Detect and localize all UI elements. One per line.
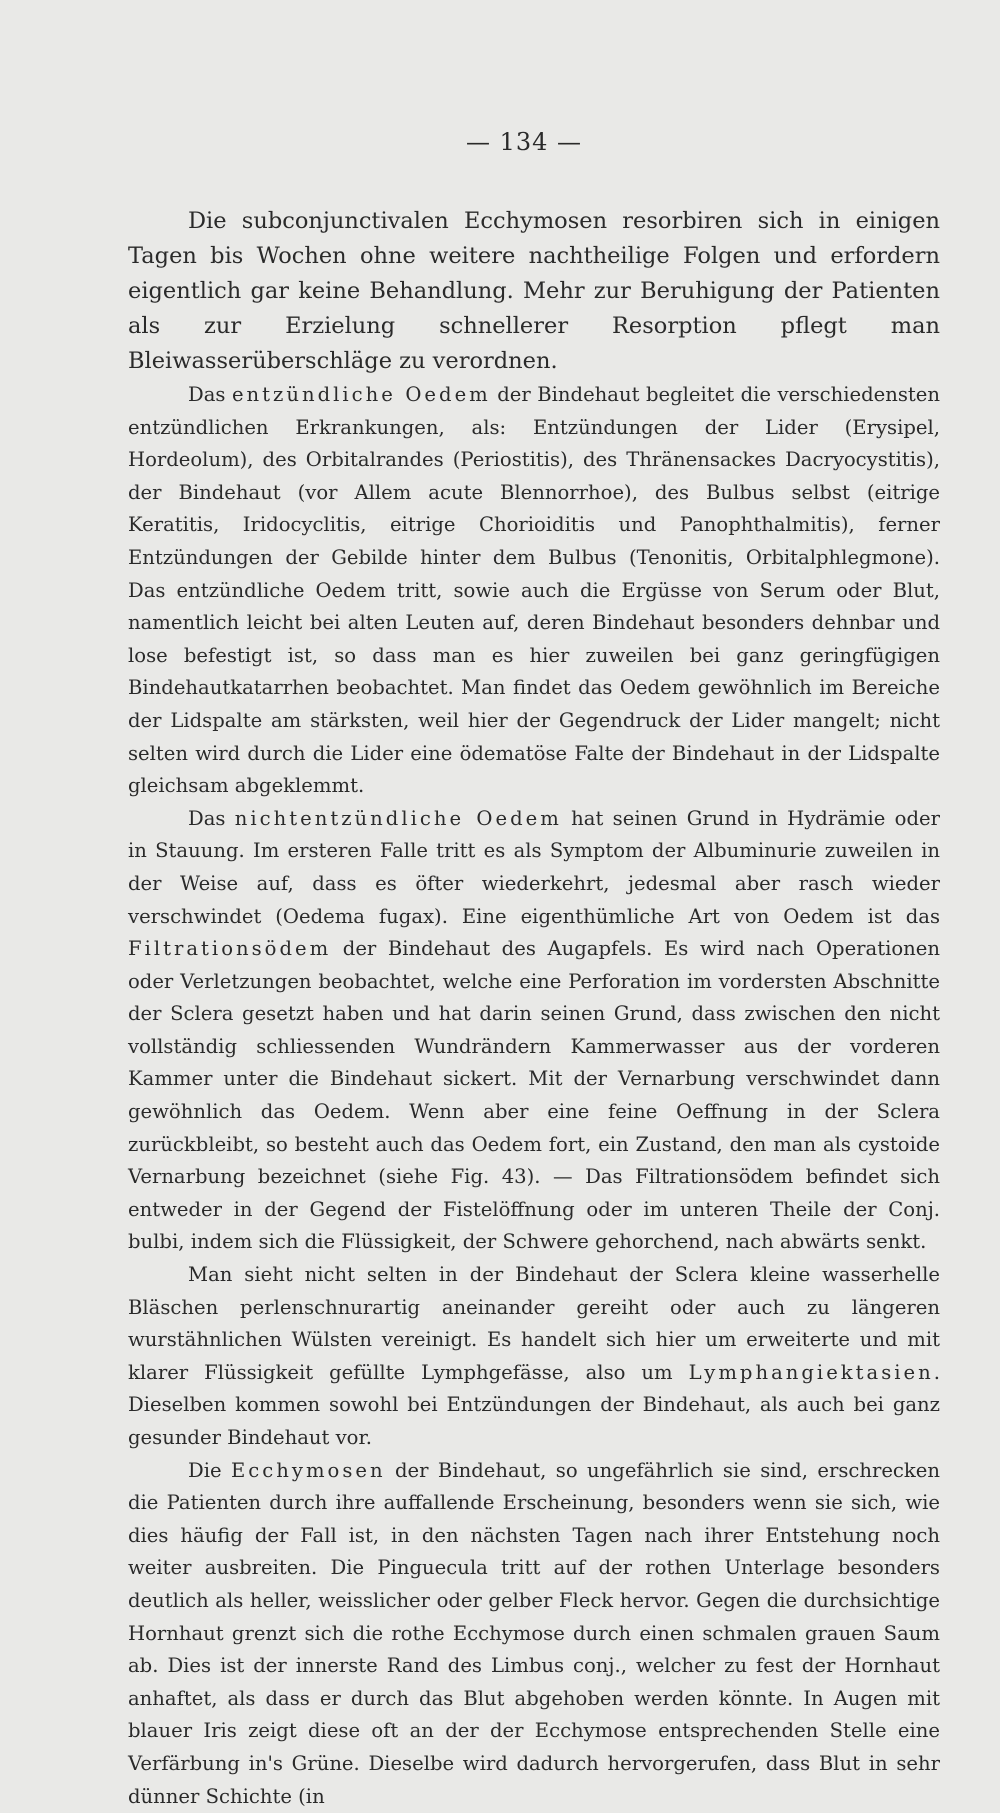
paragraph-inflammatory-oedema — [128, 379, 940, 803]
page-body — [128, 204, 940, 1813]
paragraph-lead: Das — [188, 383, 232, 406]
paragraph-lead: Das — [188, 806, 235, 830]
paragraph-body: der Bindehaut des Augapfels. Es wird nach Operationen oder Verletzungen beobachtet, welche eine Perforation im vordersten Abschnitte der Sclera gesetzt haben und hat darin seinen Grund, dass zwischen den nicht vollständig schliessenden Wundrändern Kammerwasser aus der vorderen Kammer unter die Bindehaut sickert. Mit der Vernarbung verschwindet dann gewöhnlich das Oedem. Wenn aber eine feine Oeffnung in der Sclera zurückbleibt, so besteht auch das Oedem fort, ein Zustand, den man als cystoide Vernarbung bezeichnet (siehe Fig. 43). — Das Filtrationsödem befindet sich entweder in der Gegend der Fistelöffnung oder im unteren Theile der Conj. bulbi, indem sich die Flüssigkeit, der Schwere gehorchend, nach abwärts senkt. — [128, 937, 940, 1254]
paragraph-body: . Dieselben kommen sowohl bei Entzündungen der Bindehaut, als auch bei ganz gesunder Bindehaut vor. — [128, 1360, 940, 1449]
paragraph-lead: Die — [188, 1458, 231, 1482]
spaced-term: entzündliche Oedem — [231, 383, 491, 406]
spaced-term: nichtentzündliche Oedem — [234, 806, 562, 830]
spaced-term: Lymphangiektasien — [688, 1360, 934, 1384]
paragraph-noninflammatory-oedema — [128, 803, 940, 1259]
paragraph-ecchymoses — [128, 1455, 940, 1813]
paragraph-body: der Bindehaut begleitet die verschiedensten entzündlichen Erkrankungen, als: Entzündungen der Lider (Erysipel, Hordeolum), des Orbitalrandes (Periostitis), des Thränensackes Dacryocystitis), der Bindehaut (vor Allem acute Blennorrhoe), des Bulbus selbst (eitrige Keratitis, Iridocyclitis, eitrige Chorioiditis und Panophthalmitis), ferner Entzündungen der Gebilde hinter dem Bulbus (Tenonitis, Orbitalphlegmone). Das entzündliche Oedem tritt, sowie auch die Ergüsse von Serum oder Blut, namentlich leicht bei alten Leuten auf, deren Bindehaut besonders dehnbar und lose befestigt ist, so dass man es hier zuweilen bei ganz geringfügigen Bindehautkatarrhen beobachtet. Man findet das Oedem gewöhnlich im Bereiche der Lidspalte am stärksten, weil hier der Gegendruck der Lider mangelt; nicht selten wird durch die Lider eine ödematöse Falte der Bindehaut in der Lidspalte gleichsam abgeklemmt. — [128, 383, 940, 798]
page-number: — 134 — — [465, 128, 583, 156]
paragraph-lymphangiectasia — [128, 1259, 940, 1455]
paragraph-body: Man sieht nicht selten in der Bindehaut der Sclera kleine wasserhelle Bläschen perlenschnurartig aneinander gereiht oder auch zu längeren wurstähnlichen Wülsten vereinigt. Es handelt sich hier um erweiterte und mit klarer Flüssigkeit gefüllte Lymphgefässe, also um — [128, 1263, 940, 1384]
intro-paragraph: Die subconjunctivalen Ecchymosen resorbiren sich in einigen Tagen bis Wochen ohne weitere nachtheilige Folgen und erfordern eigentlich gar keine Behandlung. Mehr zur Beruhigung der Patienten als zur Erzielung schnellerer Resorption pflegt man Bleiwasserüberschläge zu verordnen. — [128, 208, 940, 374]
spaced-term: Ecchymosen — [231, 1458, 386, 1482]
spaced-term: Filtrationsödem — [128, 937, 332, 961]
paragraph-body: der Bindehaut, so ungefährlich sie sind, erschrecken die Patienten durch ihre auffallende Erscheinung, besonders wenn sie sich, wie dies häufig der Fall ist, in den nächsten Tagen nach ihrer Entstehung noch weiter ausbreiten. Die Pinguecula tritt auf der rothen Unterlage besonders deutlich als heller, weisslicher oder gelber Fleck hervor. Gegen die durchsichtige Hornhaut grenzt sich die rothe Ecchymose durch einen schmalen grauen Saum ab. Dies ist der innerste Rand des Limbus conj., welcher zu fest der Hornhaut anhaftet, als dass er durch das Blut abgehoben werden könnte. In Augen mit blauer Iris zeigt diese oft an der der Ecchymose entsprechenden Stelle eine Verfärbung in's Grüne. Dieselbe wird dadurch hervorgerufen, dass Blut in sehr dünner Schichte (in — [128, 1458, 940, 1808]
paragraph-body: hat seinen Grund in Hydrämie oder in Stauung. Im ersteren Falle tritt es als Symptom der Albuminurie zuweilen in der Weise auf, dass es öfter wiederkehrt, jedesmal aber rasch wieder verschwindet (Oedema fugax). Eine eigenthümliche Art von Oedem ist das — [128, 806, 940, 928]
